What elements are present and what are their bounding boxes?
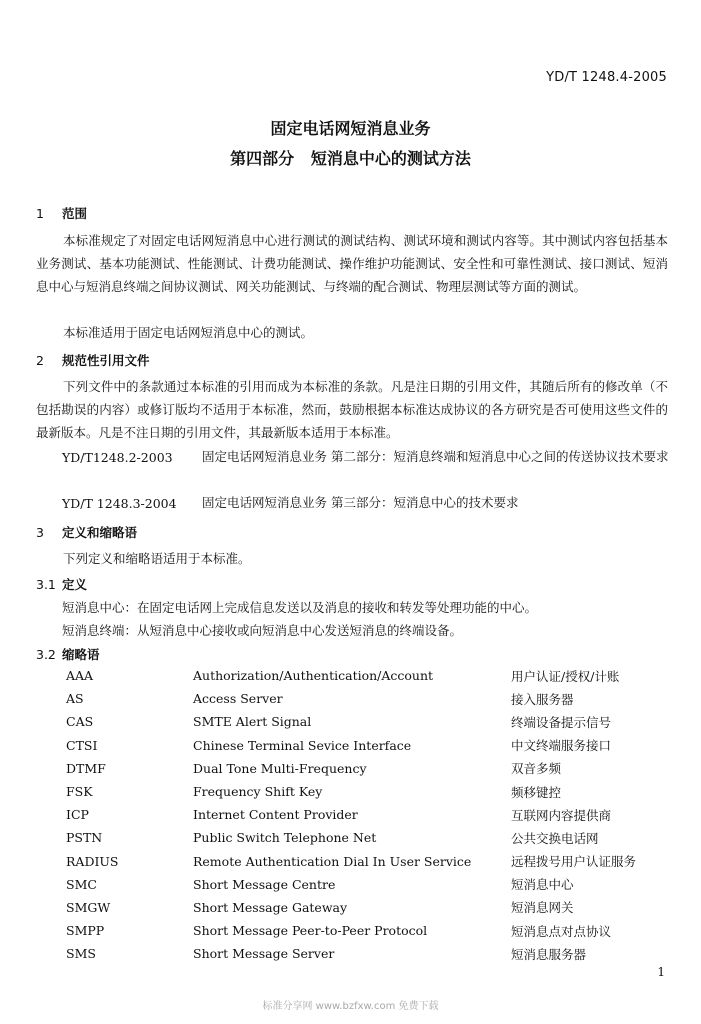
section-title: 定义 xyxy=(62,577,88,592)
section-3-intro: 下列定义和缩略语适用于本标准。 xyxy=(63,551,251,566)
definition-short-message-terminal: 短消息终端：从短消息中心接收或向短消息中心发送短消息的终端设备。 xyxy=(62,623,463,638)
reference-code: YD/T1248.2-2003 xyxy=(62,450,173,465)
section-2-heading xyxy=(36,351,150,369)
english-term-cell: Remote Authentication Dial In User Service xyxy=(193,853,472,869)
section-number: 3 xyxy=(36,525,44,540)
table-row xyxy=(66,873,676,896)
abbreviation-cell: DTMF xyxy=(66,760,106,776)
reference-title: 固定电话网短消息业务 第二部分：短消息终端和短消息中心之间的传送协议技术要求 xyxy=(202,449,669,464)
section-number: 3.1 xyxy=(36,577,56,592)
table-row xyxy=(66,803,676,826)
table-row xyxy=(66,826,676,849)
table-row xyxy=(66,757,676,780)
english-term-cell: Short Message Centre xyxy=(193,876,336,892)
reference-code: YD/T 1248.3-2004 xyxy=(62,496,177,511)
abbreviation-cell: SMPP xyxy=(66,923,105,939)
chinese-term-cell: 双音多频 xyxy=(511,761,562,777)
english-term-cell: Short Message Gateway xyxy=(193,899,348,915)
english-term-cell: Short Message Peer-to-Peer Protocol xyxy=(193,923,428,939)
section-1-paragraph-2: 本标准适用于固定电话网短消息中心的测试。 xyxy=(63,325,314,340)
abbreviation-cell: RADIUS xyxy=(66,853,119,869)
chinese-term-cell: 短消息点对点协议 xyxy=(511,923,612,939)
section-2-paragraph-1: 下列文件中的条款通过本标准的引用而成为本标准的条款。凡是注日期的引用文件，其随后所有的修改单（不包括勘误的内容）或修订版均不适用于本标准，然而，鼓励根据本标准达成协议的各方研究是否可使用这些文件的最新版本。凡是不注日期的引用文件，其最新版本适用于本标准。 xyxy=(36,379,668,440)
abbreviation-cell: FSK xyxy=(66,784,93,800)
watermark-text: 标准分享网 www.bzfxw.com 免费下载 xyxy=(262,1001,439,1012)
section-title: 定义和缩略语 xyxy=(62,525,138,540)
table-row xyxy=(66,734,676,757)
abbreviation-cell: SMC xyxy=(66,876,97,892)
section-number: 3.2 xyxy=(36,647,56,662)
chinese-term-cell: 频移键控 xyxy=(511,784,562,800)
abbreviation-cell: SMS xyxy=(66,946,96,962)
section-number: 2 xyxy=(36,353,44,368)
table-row xyxy=(66,896,676,919)
table-row xyxy=(66,664,676,687)
abbreviation-cell: CTSI xyxy=(66,737,98,753)
chinese-term-cell: 终端设备提示信号 xyxy=(511,714,612,730)
section-title: 规范性引用文件 xyxy=(62,353,150,368)
section-title: 范围 xyxy=(62,206,88,221)
chinese-term-cell: 中文终端服务接口 xyxy=(511,738,612,754)
abbreviation-cell: PSTN xyxy=(66,830,103,846)
english-term-cell: Access Server xyxy=(193,691,283,707)
english-term-cell: SMTE Alert Signal xyxy=(193,714,312,730)
section-title: 缩略语 xyxy=(62,647,100,662)
chinese-term-cell: 短消息网关 xyxy=(511,900,574,916)
abbreviation-table xyxy=(66,664,676,965)
abbreviation-cell: AAA xyxy=(66,668,94,684)
table-row xyxy=(66,687,676,710)
table-row xyxy=(66,919,676,942)
table-row xyxy=(66,850,676,873)
table-row xyxy=(66,780,676,803)
subsection-3-2-heading xyxy=(36,645,100,663)
section-3-heading xyxy=(36,523,137,541)
abbreviation-cell: ICP xyxy=(66,807,89,823)
abbreviation-cell: SMGW xyxy=(66,899,111,915)
english-term-cell: Short Message Server xyxy=(193,946,335,962)
chinese-term-cell: 接入服务器 xyxy=(511,691,574,707)
chinese-term-cell: 短消息中心 xyxy=(511,877,574,893)
chinese-term-cell: 远程拨号用户认证服务 xyxy=(511,854,637,870)
chinese-term-cell: 互联网内容提供商 xyxy=(511,807,612,823)
english-term-cell: Public Switch Telephone Net xyxy=(193,830,377,846)
document-title: 固定电话网短消息业务 xyxy=(270,119,431,138)
chinese-term-cell: 公共交换电话网 xyxy=(511,830,599,846)
chinese-term-cell: 短消息服务器 xyxy=(511,946,587,962)
english-term-cell: Chinese Terminal Sevice Interface xyxy=(193,737,412,753)
abbreviation-cell: CAS xyxy=(66,714,94,730)
subsection-3-1-heading xyxy=(36,575,87,593)
document-subtitle: 第四部分 短消息中心的测试方法 xyxy=(230,149,471,168)
section-1-paragraph-1: 本标准规定了对固定电话网短消息中心进行测试的测试结构、测试环境和测试内容等。其中测试内容包括基本业务测试、基本功能测试、性能测试、计费功能测试、操作维护功能测试、安全性和可靠性测试、接口测试、短消息中心与短消息终端之间协议测试、网关功能测试、与终端的配合测试、物理层测试等方面的测试。 xyxy=(36,233,668,294)
definition-short-message-centre: 短消息中心：在固定电话网上完成信息发送以及消息的接收和转发等处理功能的中心。 xyxy=(62,600,538,615)
table-row xyxy=(66,942,676,965)
chinese-term-cell: 用户认证/授权/计账 xyxy=(511,668,620,684)
english-term-cell: Dual Tone Multi-Frequency xyxy=(193,760,367,776)
document-code: YD/T 1248.4-2005 xyxy=(546,70,667,85)
section-1-heading xyxy=(36,204,87,222)
english-term-cell: Frequency Shift Key xyxy=(193,784,323,800)
table-row xyxy=(66,710,676,733)
english-term-cell: Internet Content Provider xyxy=(193,807,358,823)
section-number: 1 xyxy=(36,206,44,221)
page-number: 1 xyxy=(657,965,665,979)
abbreviation-cell: AS xyxy=(66,691,84,707)
english-term-cell: Authorization/Authentication/Account xyxy=(193,668,434,684)
reference-title: 固定电话网短消息业务 第三部分：短消息中心的技术要求 xyxy=(202,495,519,510)
